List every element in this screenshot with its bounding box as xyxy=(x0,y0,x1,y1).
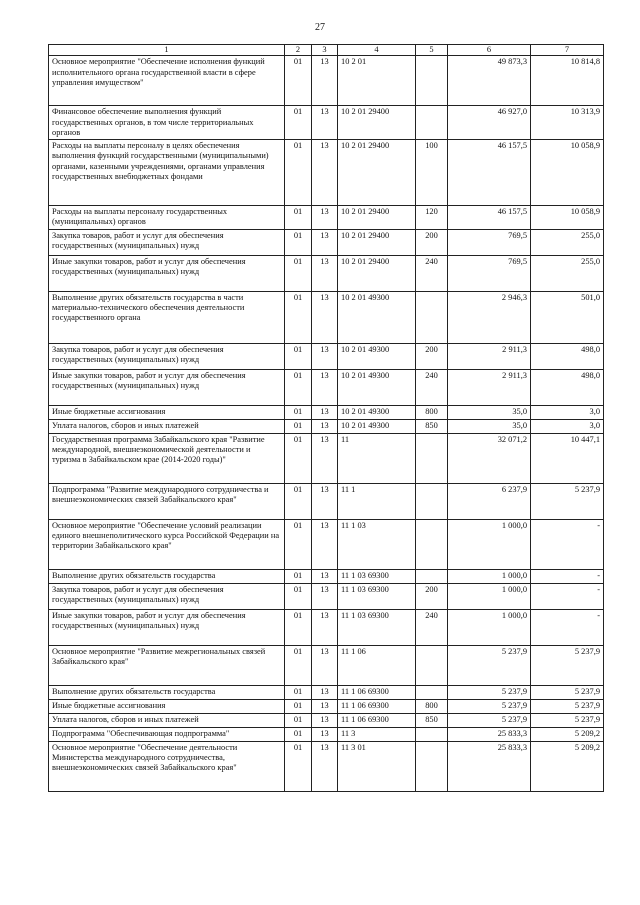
table-row xyxy=(49,685,604,699)
row-name-cell: Иные бюджетные ассигнования xyxy=(49,699,285,713)
row-amount-col7-cell: - xyxy=(531,519,604,569)
row-subsection-cell: 13 xyxy=(312,727,338,741)
table-row xyxy=(49,140,604,206)
row-section-cell: 01 xyxy=(285,569,312,583)
row-subsection-cell: 13 xyxy=(312,419,338,433)
table-row xyxy=(49,741,604,791)
row-amount-col7-cell: 498,0 xyxy=(531,369,604,405)
row-amount-col7-cell: 255,0 xyxy=(531,229,604,255)
row-target-code-cell: 11 1 06 xyxy=(338,645,416,685)
row-amount-col7-cell: 5 237,9 xyxy=(531,645,604,685)
row-target-code-cell: 11 1 03 69300 xyxy=(338,609,416,645)
row-amount-col7-cell: 5 237,9 xyxy=(531,699,604,713)
row-amount-col7-cell: 5 237,9 xyxy=(531,713,604,727)
row-expense-type-cell xyxy=(416,685,448,699)
column-header: 7 xyxy=(531,45,604,56)
row-name-cell: Основное мероприятие "Развитие межрегиональных связей Забайкальского края" xyxy=(49,645,285,685)
row-amount-col7-cell: 3,0 xyxy=(531,419,604,433)
row-expense-type-cell xyxy=(416,741,448,791)
row-section-cell: 01 xyxy=(285,343,312,369)
column-header: 6 xyxy=(448,45,531,56)
row-amount-col6-cell: 46 157,5 xyxy=(448,206,531,230)
row-amount-col6-cell: 2 911,3 xyxy=(448,343,531,369)
row-name-cell: Основное мероприятие "Обеспечение условий реализации единого внешнеполитического курса Российской Федерации на территории Забайкальского края" xyxy=(49,519,285,569)
table-header-row xyxy=(49,45,604,56)
row-target-code-cell: 10 2 01 49300 xyxy=(338,369,416,405)
row-amount-col6-cell: 769,5 xyxy=(448,229,531,255)
row-subsection-cell: 13 xyxy=(312,255,338,291)
column-header: 5 xyxy=(416,45,448,56)
table-row xyxy=(49,645,604,685)
row-name-cell: Выполнение других обязательств государства в части материально-технического обеспечения деятельности государственного органа xyxy=(49,291,285,343)
row-target-code-cell: 11 3 xyxy=(338,727,416,741)
row-expense-type-cell: 120 xyxy=(416,206,448,230)
row-amount-col6-cell: 5 237,9 xyxy=(448,699,531,713)
row-subsection-cell: 13 xyxy=(312,369,338,405)
row-amount-col7-cell: 10 814,8 xyxy=(531,56,604,106)
row-amount-col6-cell: 1 000,0 xyxy=(448,609,531,645)
row-name-cell: Иные бюджетные ассигнования xyxy=(49,405,285,419)
row-name-cell: Закупка товаров, работ и услуг для обеспечения государственных (муниципальных) нужд xyxy=(49,343,285,369)
row-target-code-cell: 11 1 06 69300 xyxy=(338,713,416,727)
row-section-cell: 01 xyxy=(285,483,312,519)
row-section-cell: 01 xyxy=(285,291,312,343)
table-row xyxy=(49,255,604,291)
column-header: 1 xyxy=(49,45,285,56)
row-section-cell: 01 xyxy=(285,519,312,569)
row-target-code-cell: 11 xyxy=(338,433,416,483)
row-name-cell: Государственная программа Забайкальского края "Развитие международной, внешнеэкономической деятельности и туризма в Забайкальском крае (2014-2020 годы)" xyxy=(49,433,285,483)
row-amount-col7-cell: 501,0 xyxy=(531,291,604,343)
table-row xyxy=(49,419,604,433)
row-section-cell: 01 xyxy=(285,206,312,230)
table-row xyxy=(49,433,604,483)
row-subsection-cell: 13 xyxy=(312,569,338,583)
row-amount-col6-cell: 2 911,3 xyxy=(448,369,531,405)
row-expense-type-cell: 240 xyxy=(416,609,448,645)
row-subsection-cell: 13 xyxy=(312,405,338,419)
row-name-cell: Подпрограмма "Обеспечивающая подпрограмма" xyxy=(49,727,285,741)
row-section-cell: 01 xyxy=(285,229,312,255)
row-amount-col7-cell: 255,0 xyxy=(531,255,604,291)
row-name-cell: Иные закупки товаров, работ и услуг для обеспечения государственных (муниципальных) нужд xyxy=(49,369,285,405)
row-amount-col7-cell: 5 237,9 xyxy=(531,685,604,699)
row-name-cell: Закупка товаров, работ и услуг для обеспечения государственных (муниципальных) нужд xyxy=(49,583,285,609)
row-amount-col7-cell: 10 058,9 xyxy=(531,140,604,206)
row-subsection-cell: 13 xyxy=(312,741,338,791)
row-section-cell: 01 xyxy=(285,56,312,106)
row-amount-col6-cell: 2 946,3 xyxy=(448,291,531,343)
row-expense-type-cell xyxy=(416,433,448,483)
row-name-cell: Уплата налогов, сборов и иных платежей xyxy=(49,713,285,727)
row-expense-type-cell xyxy=(416,291,448,343)
row-expense-type-cell: 200 xyxy=(416,583,448,609)
row-target-code-cell: 10 2 01 29400 xyxy=(338,140,416,206)
row-target-code-cell: 10 2 01 49300 xyxy=(338,405,416,419)
column-header: 3 xyxy=(312,45,338,56)
row-name-cell: Основное мероприятие "Обеспечение исполнения функций исполнительного органа государственной власти в сфере управления имуществом" xyxy=(49,56,285,106)
row-amount-col6-cell: 6 237,9 xyxy=(448,483,531,519)
row-target-code-cell: 11 1 03 69300 xyxy=(338,569,416,583)
table-row xyxy=(49,343,604,369)
row-amount-col7-cell: 5 237,9 xyxy=(531,483,604,519)
row-amount-col6-cell: 35,0 xyxy=(448,419,531,433)
row-amount-col7-cell: - xyxy=(531,583,604,609)
row-section-cell: 01 xyxy=(285,255,312,291)
row-expense-type-cell: 200 xyxy=(416,343,448,369)
row-subsection-cell: 13 xyxy=(312,229,338,255)
table-row xyxy=(49,483,604,519)
row-name-cell: Иные закупки товаров, работ и услуг для обеспечения государственных (муниципальных) нужд xyxy=(49,609,285,645)
row-target-code-cell: 10 2 01 29400 xyxy=(338,255,416,291)
row-amount-col6-cell: 1 000,0 xyxy=(448,519,531,569)
row-subsection-cell: 13 xyxy=(312,483,338,519)
row-amount-col7-cell: 3,0 xyxy=(531,405,604,419)
row-expense-type-cell: 240 xyxy=(416,369,448,405)
table-row xyxy=(49,699,604,713)
table-row xyxy=(49,405,604,419)
table-row xyxy=(49,56,604,106)
row-subsection-cell: 13 xyxy=(312,343,338,369)
row-name-cell: Расходы на выплаты персоналу государственных (муниципальных) органов xyxy=(49,206,285,230)
row-section-cell: 01 xyxy=(285,419,312,433)
row-subsection-cell: 13 xyxy=(312,106,338,140)
row-expense-type-cell xyxy=(416,519,448,569)
row-target-code-cell: 10 2 01 49300 xyxy=(338,419,416,433)
row-subsection-cell: 13 xyxy=(312,699,338,713)
row-amount-col7-cell: 10 058,9 xyxy=(531,206,604,230)
row-amount-col7-cell: 5 209,2 xyxy=(531,741,604,791)
table-row xyxy=(49,727,604,741)
row-section-cell: 01 xyxy=(285,369,312,405)
row-amount-col6-cell: 49 873,3 xyxy=(448,56,531,106)
row-amount-col6-cell: 32 071,2 xyxy=(448,433,531,483)
row-target-code-cell: 11 1 03 xyxy=(338,519,416,569)
row-amount-col6-cell: 5 237,9 xyxy=(448,645,531,685)
column-header: 2 xyxy=(285,45,312,56)
row-amount-col7-cell: - xyxy=(531,569,604,583)
table-row xyxy=(49,369,604,405)
row-expense-type-cell: 240 xyxy=(416,255,448,291)
row-name-cell: Выполнение других обязательств государства xyxy=(49,685,285,699)
table-row xyxy=(49,609,604,645)
row-expense-type-cell xyxy=(416,569,448,583)
column-header: 4 xyxy=(338,45,416,56)
row-amount-col6-cell: 46 157,5 xyxy=(448,140,531,206)
row-subsection-cell: 13 xyxy=(312,291,338,343)
row-subsection-cell: 13 xyxy=(312,56,338,106)
page-number: 27 xyxy=(315,22,325,33)
row-section-cell: 01 xyxy=(285,609,312,645)
row-amount-col7-cell: 10 447,1 xyxy=(531,433,604,483)
row-target-code-cell: 11 1 xyxy=(338,483,416,519)
row-expense-type-cell xyxy=(416,483,448,519)
row-section-cell: 01 xyxy=(285,727,312,741)
row-subsection-cell: 13 xyxy=(312,140,338,206)
row-amount-col6-cell: 1 000,0 xyxy=(448,569,531,583)
row-section-cell: 01 xyxy=(285,106,312,140)
row-target-code-cell: 10 2 01 49300 xyxy=(338,291,416,343)
row-amount-col7-cell: 5 209,2 xyxy=(531,727,604,741)
table-row xyxy=(49,291,604,343)
row-name-cell: Закупка товаров, работ и услуг для обеспечения государственных (муниципальных) нужд xyxy=(49,229,285,255)
row-expense-type-cell xyxy=(416,727,448,741)
row-amount-col6-cell: 5 237,9 xyxy=(448,685,531,699)
row-section-cell: 01 xyxy=(285,645,312,685)
row-subsection-cell: 13 xyxy=(312,645,338,685)
row-section-cell: 01 xyxy=(285,140,312,206)
row-subsection-cell: 13 xyxy=(312,713,338,727)
row-expense-type-cell: 100 xyxy=(416,140,448,206)
table-row xyxy=(49,569,604,583)
row-amount-col6-cell: 769,5 xyxy=(448,255,531,291)
row-target-code-cell: 11 3 01 xyxy=(338,741,416,791)
row-expense-type-cell xyxy=(416,106,448,140)
row-subsection-cell: 13 xyxy=(312,609,338,645)
row-amount-col7-cell: 10 313,9 xyxy=(531,106,604,140)
row-target-code-cell: 11 1 06 69300 xyxy=(338,685,416,699)
row-amount-col6-cell: 46 927,0 xyxy=(448,106,531,140)
table-row xyxy=(49,206,604,230)
row-amount-col7-cell: - xyxy=(531,609,604,645)
row-name-cell: Выполнение других обязательств государства xyxy=(49,569,285,583)
row-expense-type-cell xyxy=(416,645,448,685)
row-expense-type-cell: 200 xyxy=(416,229,448,255)
row-section-cell: 01 xyxy=(285,405,312,419)
row-subsection-cell: 13 xyxy=(312,433,338,483)
row-name-cell: Расходы на выплаты персоналу в целях обеспечения выполнения функций государственными (муниципальными) органами, казенными учреждениями, органами управления государственных внебюджетных фондами xyxy=(49,140,285,206)
row-amount-col6-cell: 5 237,9 xyxy=(448,713,531,727)
row-section-cell: 01 xyxy=(285,713,312,727)
table-body xyxy=(49,56,604,791)
row-expense-type-cell: 800 xyxy=(416,405,448,419)
row-target-code-cell: 10 2 01 xyxy=(338,56,416,106)
table-row xyxy=(49,229,604,255)
row-subsection-cell: 13 xyxy=(312,519,338,569)
row-name-cell: Иные закупки товаров, работ и услуг для обеспечения государственных (муниципальных) нужд xyxy=(49,255,285,291)
row-expense-type-cell: 800 xyxy=(416,699,448,713)
row-subsection-cell: 13 xyxy=(312,583,338,609)
row-section-cell: 01 xyxy=(285,699,312,713)
table-row xyxy=(49,713,604,727)
table-row xyxy=(49,583,604,609)
row-target-code-cell: 11 1 06 69300 xyxy=(338,699,416,713)
row-name-cell: Уплата налогов, сборов и иных платежей xyxy=(49,419,285,433)
row-expense-type-cell xyxy=(416,56,448,106)
row-target-code-cell: 10 2 01 29400 xyxy=(338,106,416,140)
row-amount-col6-cell: 35,0 xyxy=(448,405,531,419)
row-amount-col6-cell: 25 833,3 xyxy=(448,741,531,791)
row-name-cell: Основное мероприятие "Обеспечение деятельности Министерства международного сотрудничества, внешнеэкономических связей Забайкальского края" xyxy=(49,741,285,791)
row-target-code-cell: 11 1 03 69300 xyxy=(338,583,416,609)
row-subsection-cell: 13 xyxy=(312,685,338,699)
row-target-code-cell: 10 2 01 29400 xyxy=(338,229,416,255)
row-section-cell: 01 xyxy=(285,583,312,609)
row-section-cell: 01 xyxy=(285,433,312,483)
row-expense-type-cell: 850 xyxy=(416,419,448,433)
row-section-cell: 01 xyxy=(285,685,312,699)
row-target-code-cell: 10 2 01 29400 xyxy=(338,206,416,230)
row-section-cell: 01 xyxy=(285,741,312,791)
table-row xyxy=(49,106,604,140)
row-target-code-cell: 10 2 01 49300 xyxy=(338,343,416,369)
budget-table xyxy=(48,44,604,792)
row-expense-type-cell: 850 xyxy=(416,713,448,727)
row-amount-col7-cell: 498,0 xyxy=(531,343,604,369)
row-name-cell: Финансовое обеспечение выполнения функций государственных органов, в том числе территориальных органов xyxy=(49,106,285,140)
row-amount-col6-cell: 1 000,0 xyxy=(448,583,531,609)
row-name-cell: Подпрограмма "Развитие международного сотрудничества и внешнеэкономических связей Забайкальского края" xyxy=(49,483,285,519)
row-amount-col6-cell: 25 833,3 xyxy=(448,727,531,741)
row-subsection-cell: 13 xyxy=(312,206,338,230)
table-row xyxy=(49,519,604,569)
